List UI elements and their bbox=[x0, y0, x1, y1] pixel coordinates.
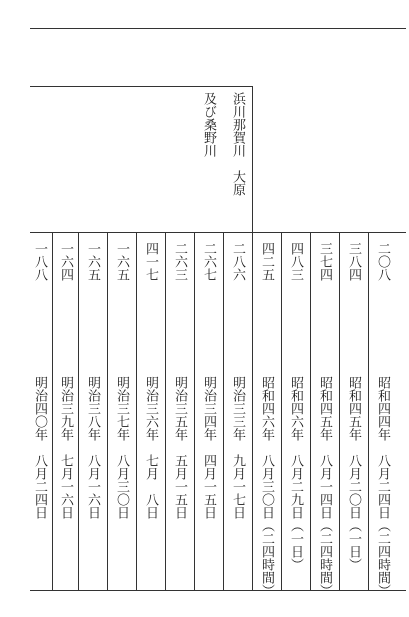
row-divider bbox=[368, 232, 369, 590]
level-cell: 二六三 bbox=[172, 242, 187, 281]
date-cell: 昭和四四年 八月二四日（二四時間） bbox=[375, 376, 390, 597]
row-divider bbox=[194, 232, 195, 590]
level-cell: 一六四 bbox=[58, 242, 73, 281]
river-name-line2: 及び桑野川 bbox=[201, 92, 216, 157]
row-divider bbox=[281, 232, 282, 590]
row-divider bbox=[165, 232, 166, 590]
date-cell: 明治三六年 七月 八日 bbox=[143, 376, 158, 519]
row-divider bbox=[136, 232, 137, 590]
date-cell: 昭和四六年 八月二九日（一日） bbox=[288, 376, 303, 571]
location-name: 大原 bbox=[230, 170, 245, 196]
row-divider bbox=[52, 232, 53, 590]
date-cell: 明治三五年 五月一五日 bbox=[172, 376, 187, 519]
top-rule bbox=[30, 28, 406, 29]
row-divider bbox=[310, 232, 311, 590]
date-cell: 明治三四年 四月一五日 bbox=[201, 376, 216, 519]
bottom-rule bbox=[30, 590, 406, 591]
row-divider bbox=[107, 232, 108, 590]
level-cell: 二八六 bbox=[230, 242, 245, 281]
row-divider bbox=[223, 232, 224, 590]
level-cell: 一六五 bbox=[85, 242, 100, 281]
level-cell: 四一七 bbox=[143, 242, 158, 281]
date-cell: 明治三八年 八月一六日 bbox=[85, 376, 100, 519]
level-cell: 二六七 bbox=[201, 242, 216, 281]
level-cell: 三七四 bbox=[317, 242, 332, 281]
header-column-divider bbox=[252, 86, 253, 232]
row-divider-rule bbox=[30, 232, 406, 233]
date-cell: 明治三三年 九月一七日 bbox=[230, 376, 245, 519]
date-cell: 昭和四六年 八月三〇日（二四時間） bbox=[259, 376, 274, 597]
date-cell: 明治四〇年 八月二四日 bbox=[32, 376, 47, 519]
level-cell: 三八四 bbox=[346, 242, 361, 281]
date-cell: 昭和四五年 八月二〇日（一日） bbox=[346, 376, 361, 571]
row-divider bbox=[252, 232, 253, 590]
level-cell: 四八三 bbox=[288, 242, 303, 281]
header-divider-rule bbox=[30, 86, 252, 87]
date-cell: 明治三九年 七月一六日 bbox=[58, 376, 73, 519]
date-cell: 昭和四五年 八月一四日（二四時間） bbox=[317, 376, 332, 597]
river-name-line1: 浜川那賀川 bbox=[230, 92, 245, 157]
row-divider bbox=[339, 232, 340, 590]
level-cell: 四二五 bbox=[259, 242, 274, 281]
level-cell: 二〇八 bbox=[375, 242, 390, 281]
row-divider bbox=[78, 232, 79, 590]
date-cell: 明治三七年 八月三〇日 bbox=[114, 376, 129, 519]
level-cell: 一八八 bbox=[32, 242, 47, 281]
level-cell: 一六五 bbox=[114, 242, 129, 281]
